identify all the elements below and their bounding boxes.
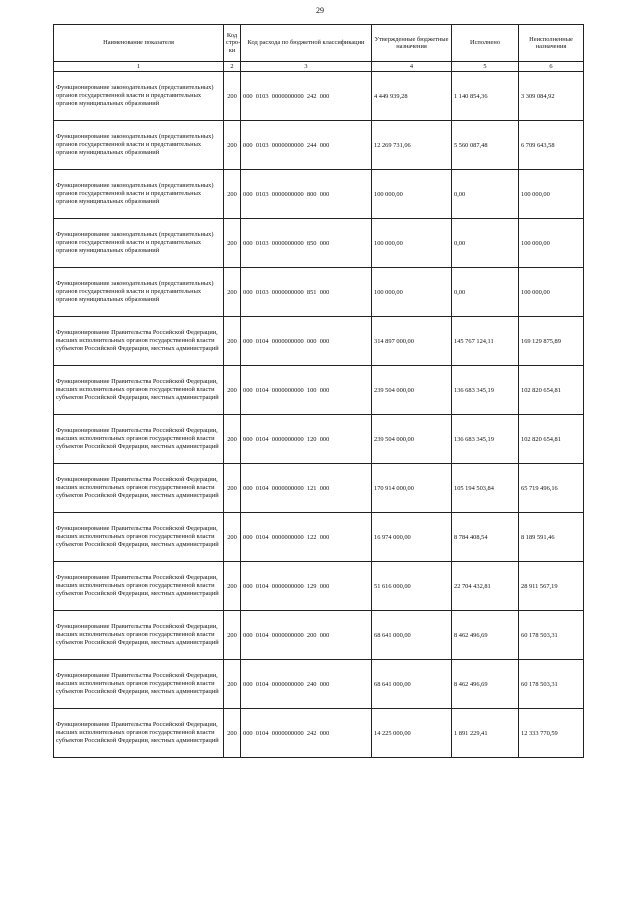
row-line-code: 200 (224, 317, 241, 366)
row-executed: 1 891 229,41 (452, 709, 519, 758)
header-row (54, 25, 584, 62)
row-executed: 136 683 345,19 (452, 366, 519, 415)
column-number: 6 (519, 62, 584, 72)
table-row (54, 366, 584, 415)
row-unexecuted: 100 000,00 (519, 170, 584, 219)
row-name: Функционирование Правительства Российской Федерации, высших исполнительных органов государственной власти субъектов Российской Федерации, местных администраций (54, 464, 224, 513)
row-line-code: 200 (224, 415, 241, 464)
row-line-code: 200 (224, 562, 241, 611)
row-name: Функционирование законодательных (представительных) органов государственной власти и представительных органов муниципальных образований (54, 72, 224, 121)
row-line-code: 200 (224, 219, 241, 268)
header-approved: Утвержденные бюджетные назначения (372, 25, 452, 62)
column-number: 2 (224, 62, 241, 72)
column-number: 5 (452, 62, 519, 72)
row-executed: 5 560 087,48 (452, 121, 519, 170)
row-budget-code: 000 0104 0000000000 240 000 (241, 660, 372, 709)
row-name: Функционирование законодательных (представительных) органов государственной власти и представительных органов муниципальных образований (54, 170, 224, 219)
table-row (54, 219, 584, 268)
row-approved: 16 974 000,00 (372, 513, 452, 562)
row-approved: 239 504 000,00 (372, 415, 452, 464)
row-unexecuted: 3 309 084,92 (519, 72, 584, 121)
row-unexecuted: 6 709 643,58 (519, 121, 584, 170)
row-name: Функционирование законодательных (представительных) органов государственной власти и представительных органов муниципальных образований (54, 268, 224, 317)
table-row (54, 415, 584, 464)
table-row (54, 562, 584, 611)
row-approved: 12 269 731,06 (372, 121, 452, 170)
row-budget-code: 000 0104 0000000000 122 000 (241, 513, 372, 562)
row-budget-code: 000 0104 0000000000 000 000 (241, 317, 372, 366)
row-budget-code: 000 0104 0000000000 100 000 (241, 366, 372, 415)
row-budget-code: 000 0104 0000000000 200 000 (241, 611, 372, 660)
row-executed: 0,00 (452, 268, 519, 317)
row-unexecuted: 102 820 654,81 (519, 366, 584, 415)
row-budget-code: 000 0104 0000000000 120 000 (241, 415, 372, 464)
row-approved: 100 000,00 (372, 268, 452, 317)
table-row (54, 513, 584, 562)
table-body (54, 72, 584, 758)
row-executed: 8 784 408,54 (452, 513, 519, 562)
row-unexecuted: 100 000,00 (519, 268, 584, 317)
row-approved: 14 225 000,00 (372, 709, 452, 758)
row-approved: 51 616 000,00 (372, 562, 452, 611)
column-number-row (54, 62, 584, 72)
row-approved: 100 000,00 (372, 170, 452, 219)
table-row (54, 464, 584, 513)
row-line-code: 200 (224, 121, 241, 170)
row-line-code: 200 (224, 660, 241, 709)
row-unexecuted: 65 719 496,16 (519, 464, 584, 513)
row-approved: 68 641 000,00 (372, 611, 452, 660)
row-name: Функционирование Правительства Российской Федерации, высших исполнительных органов государственной власти субъектов Российской Федерации, местных администраций (54, 611, 224, 660)
table-row (54, 611, 584, 660)
row-unexecuted: 8 189 591,46 (519, 513, 584, 562)
table-row (54, 709, 584, 758)
header-executed: Исполнено (452, 25, 519, 62)
table-row (54, 121, 584, 170)
row-name: Функционирование Правительства Российской Федерации, высших исполнительных органов государственной власти субъектов Российской Федерации, местных администраций (54, 562, 224, 611)
column-number: 1 (54, 62, 224, 72)
row-name: Функционирование Правительства Российской Федерации, высших исполнительных органов государственной власти субъектов Российской Федерации, местных администраций (54, 415, 224, 464)
header-line-code: Код стро-ки (224, 25, 241, 62)
table-row (54, 660, 584, 709)
row-name: Функционирование законодательных (представительных) органов государственной власти и представительных органов муниципальных образований (54, 121, 224, 170)
row-unexecuted: 169 129 875,89 (519, 317, 584, 366)
row-name: Функционирование Правительства Российской Федерации, высших исполнительных органов государственной власти субъектов Российской Федерации, местных администраций (54, 709, 224, 758)
row-name: Функционирование Правительства Российской Федерации, высших исполнительных органов государственной власти субъектов Российской Федерации, местных администраций (54, 660, 224, 709)
row-line-code: 200 (224, 366, 241, 415)
row-approved: 4 449 939,28 (372, 72, 452, 121)
row-budget-code: 000 0104 0000000000 242 000 (241, 709, 372, 758)
row-line-code: 200 (224, 72, 241, 121)
row-approved: 239 504 000,00 (372, 366, 452, 415)
page-number: 29 (316, 6, 324, 15)
row-unexecuted: 60 178 503,31 (519, 611, 584, 660)
budget-execution-table (53, 24, 584, 758)
row-approved: 314 897 000,00 (372, 317, 452, 366)
row-line-code: 200 (224, 464, 241, 513)
row-executed: 0,00 (452, 219, 519, 268)
row-name: Функционирование Правительства Российской Федерации, высших исполнительных органов государственной власти субъектов Российской Федерации, местных администраций (54, 317, 224, 366)
row-unexecuted: 12 333 770,59 (519, 709, 584, 758)
row-line-code: 200 (224, 170, 241, 219)
row-executed: 105 194 503,84 (452, 464, 519, 513)
header-budget-code: Код расхода по бюджетной классификации (241, 25, 372, 62)
row-unexecuted: 60 178 503,31 (519, 660, 584, 709)
table-row (54, 317, 584, 366)
row-line-code: 200 (224, 268, 241, 317)
row-executed: 145 767 124,11 (452, 317, 519, 366)
column-number: 4 (372, 62, 452, 72)
header-indicator-name: Наименование показателя (54, 25, 224, 62)
row-line-code: 200 (224, 611, 241, 660)
row-budget-code: 000 0104 0000000000 121 000 (241, 464, 372, 513)
row-executed: 8 462 496,69 (452, 611, 519, 660)
row-line-code: 200 (224, 709, 241, 758)
table-row (54, 170, 584, 219)
table-row (54, 268, 584, 317)
row-executed: 22 704 432,81 (452, 562, 519, 611)
row-executed: 8 462 496,69 (452, 660, 519, 709)
row-unexecuted: 102 820 654,81 (519, 415, 584, 464)
row-budget-code: 000 0103 0000000000 850 000 (241, 219, 372, 268)
row-approved: 68 641 000,00 (372, 660, 452, 709)
row-approved: 170 914 000,00 (372, 464, 452, 513)
row-executed: 1 140 854,36 (452, 72, 519, 121)
row-executed: 136 683 345,19 (452, 415, 519, 464)
row-executed: 0,00 (452, 170, 519, 219)
row-budget-code: 000 0104 0000000000 129 000 (241, 562, 372, 611)
row-unexecuted: 100 000,00 (519, 219, 584, 268)
row-name: Функционирование Правительства Российской Федерации, высших исполнительных органов государственной власти субъектов Российской Федерации, местных администраций (54, 366, 224, 415)
header-unexecuted: Неисполненные назначения (519, 25, 584, 62)
row-approved: 100 000,00 (372, 219, 452, 268)
row-budget-code: 000 0103 0000000000 800 000 (241, 170, 372, 219)
column-number: 3 (241, 62, 372, 72)
row-budget-code: 000 0103 0000000000 242 000 (241, 72, 372, 121)
row-budget-code: 000 0103 0000000000 851 000 (241, 268, 372, 317)
row-unexecuted: 28 911 567,19 (519, 562, 584, 611)
row-line-code: 200 (224, 513, 241, 562)
row-name: Функционирование законодательных (представительных) органов государственной власти и представительных органов муниципальных образований (54, 219, 224, 268)
table-row (54, 72, 584, 121)
row-budget-code: 000 0103 0000000000 244 000 (241, 121, 372, 170)
row-name: Функционирование Правительства Российской Федерации, высших исполнительных органов государственной власти субъектов Российской Федерации, местных администраций (54, 513, 224, 562)
